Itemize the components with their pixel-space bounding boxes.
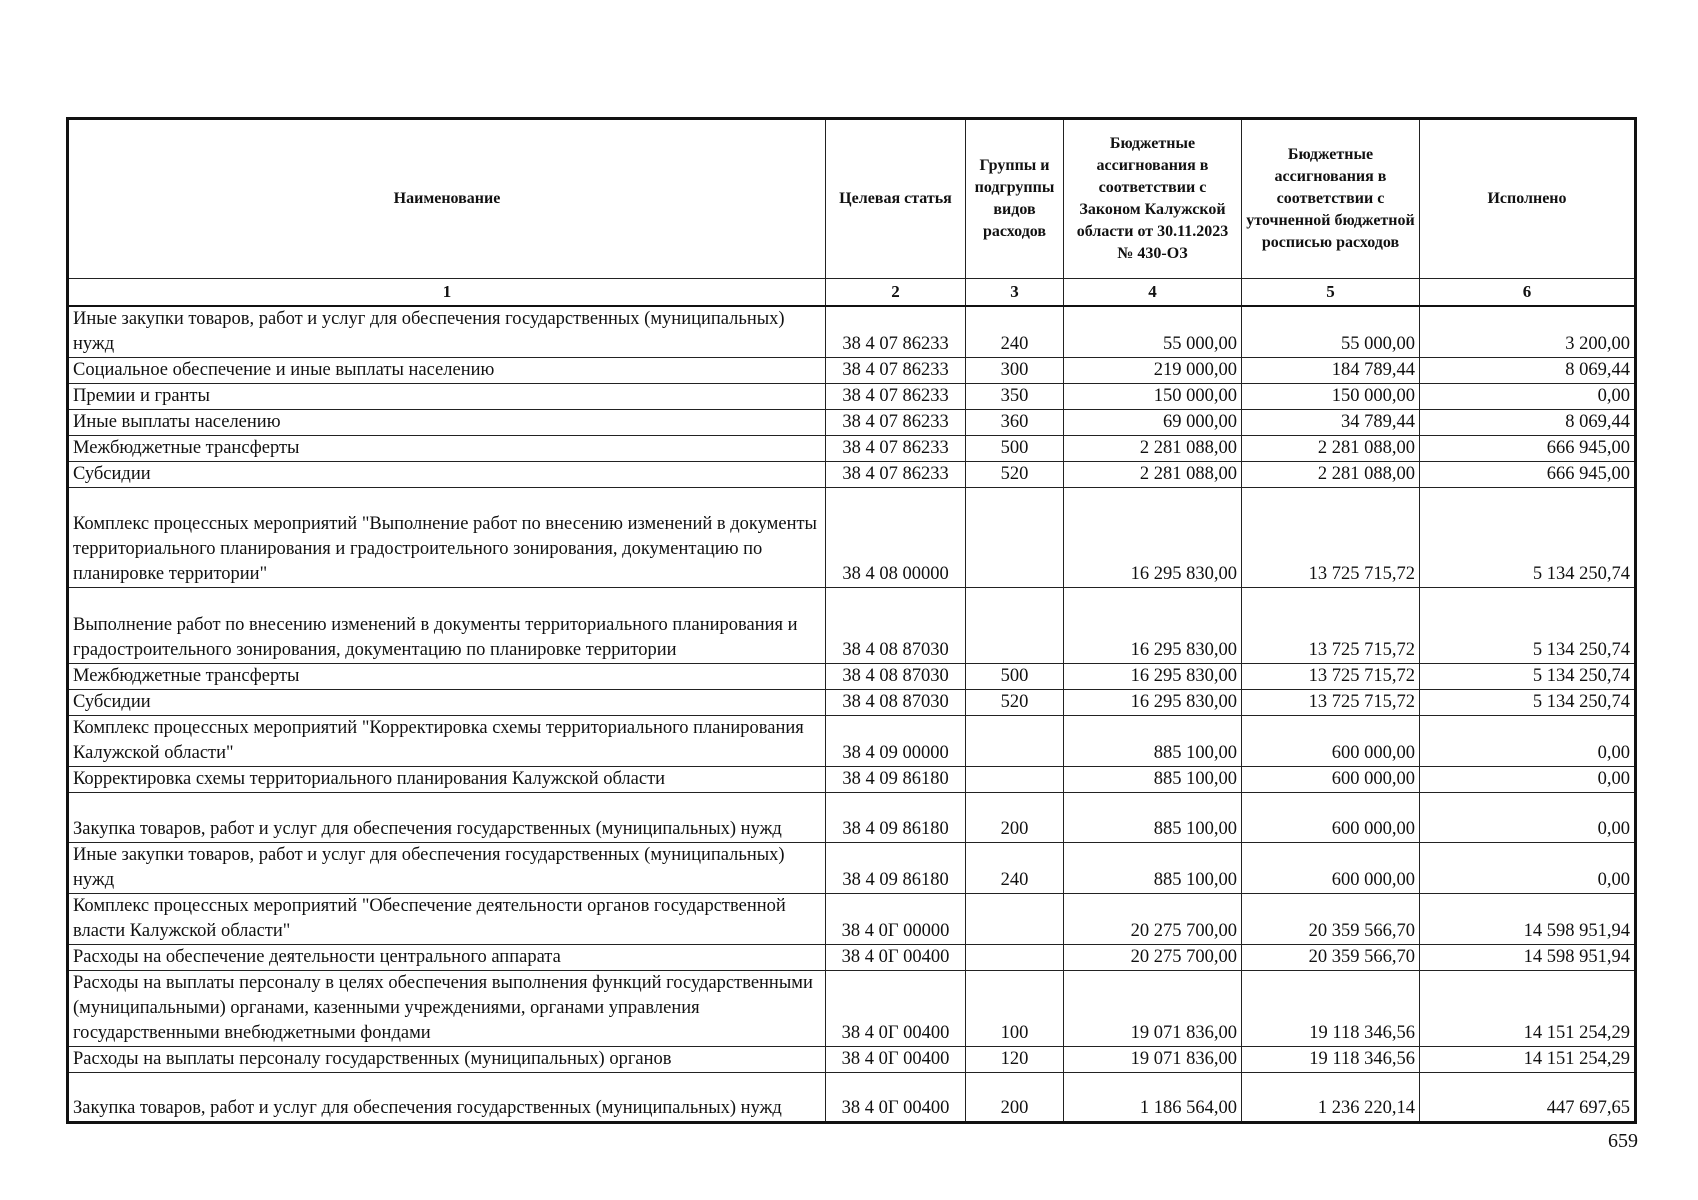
row-expense-group: 500	[966, 436, 1064, 462]
row-refined-amount: 150 000,00	[1242, 384, 1420, 410]
row-target-article: 38 4 0Г 00400	[826, 1047, 966, 1073]
row-refined-amount: 20 359 566,70	[1242, 894, 1420, 945]
budget-table	[66, 117, 1637, 1124]
row-executed-amount: 0,00	[1420, 384, 1636, 410]
row-expense-group: 100	[966, 971, 1064, 1047]
row-law-amount: 150 000,00	[1064, 384, 1242, 410]
row-executed-amount: 5 134 250,74	[1420, 690, 1636, 716]
row-expense-group: 240	[966, 306, 1064, 358]
row-name: Межбюджетные трансферты	[68, 664, 826, 690]
row-target-article: 38 4 08 87030	[826, 588, 966, 664]
row-target-article: 38 4 09 86180	[826, 843, 966, 894]
table-row	[68, 716, 1636, 767]
row-name: Субсидии	[68, 462, 826, 488]
row-target-article: 38 4 0Г 00400	[826, 1073, 966, 1123]
row-expense-group: 300	[966, 358, 1064, 384]
row-target-article: 38 4 07 86233	[826, 410, 966, 436]
row-expense-group: 120	[966, 1047, 1064, 1073]
row-law-amount: 219 000,00	[1064, 358, 1242, 384]
row-executed-amount: 447 697,65	[1420, 1073, 1636, 1123]
row-target-article: 38 4 07 86233	[826, 384, 966, 410]
column-number: 2	[826, 279, 966, 307]
row-refined-amount: 2 281 088,00	[1242, 462, 1420, 488]
row-executed-amount: 0,00	[1420, 716, 1636, 767]
table-row	[68, 588, 1636, 664]
row-executed-amount: 8 069,44	[1420, 410, 1636, 436]
row-name: Выполнение работ по внесению изменений в документы территориального планирования и градостроительного зонирования, документацию по планировке территории	[68, 588, 826, 664]
row-name: Корректировка схемы территориального планирования Калужской области	[68, 767, 826, 793]
row-refined-amount: 55 000,00	[1242, 306, 1420, 358]
column-number: 3	[966, 279, 1064, 307]
row-name: Комплекс процессных мероприятий "Выполнение работ по внесению изменений в документы территориального планирования и градостроительного зонирования, документацию по планировке территории"	[68, 488, 826, 588]
row-target-article: 38 4 08 00000	[826, 488, 966, 588]
row-expense-group	[966, 945, 1064, 971]
table-row	[68, 384, 1636, 410]
row-executed-amount: 0,00	[1420, 793, 1636, 843]
row-refined-amount: 13 725 715,72	[1242, 488, 1420, 588]
row-expense-group: 200	[966, 793, 1064, 843]
row-refined-amount: 600 000,00	[1242, 793, 1420, 843]
row-refined-amount: 600 000,00	[1242, 767, 1420, 793]
row-expense-group: 240	[966, 843, 1064, 894]
table-row	[68, 1073, 1636, 1123]
row-target-article: 38 4 07 86233	[826, 358, 966, 384]
row-target-article: 38 4 07 86233	[826, 306, 966, 358]
row-refined-amount: 600 000,00	[1242, 843, 1420, 894]
row-law-amount: 19 071 836,00	[1064, 971, 1242, 1047]
row-executed-amount: 0,00	[1420, 843, 1636, 894]
row-law-amount: 16 295 830,00	[1064, 488, 1242, 588]
row-law-amount: 885 100,00	[1064, 767, 1242, 793]
row-name: Комплекс процессных мероприятий "Обеспечение деятельности органов государственной власти Калужской области"	[68, 894, 826, 945]
table-row	[68, 945, 1636, 971]
row-refined-amount: 13 725 715,72	[1242, 664, 1420, 690]
row-target-article: 38 4 09 00000	[826, 716, 966, 767]
column-number: 6	[1420, 279, 1636, 307]
header-target-article: Целевая статья	[826, 119, 966, 279]
row-executed-amount: 0,00	[1420, 767, 1636, 793]
table-row	[68, 358, 1636, 384]
row-name: Иные выплаты населению	[68, 410, 826, 436]
row-expense-group	[966, 767, 1064, 793]
row-expense-group	[966, 488, 1064, 588]
row-name: Расходы на выплаты персоналу в целях обеспечения выполнения функций государственными (муниципальными) органами, казенными учреждениями, органами управления государственными внебюджетными фондами	[68, 971, 826, 1047]
row-refined-amount: 20 359 566,70	[1242, 945, 1420, 971]
row-refined-amount: 19 118 346,56	[1242, 971, 1420, 1047]
column-number: 1	[68, 279, 826, 307]
row-expense-group	[966, 894, 1064, 945]
table-row	[68, 488, 1636, 588]
row-executed-amount: 8 069,44	[1420, 358, 1636, 384]
header-name: Наименование	[68, 119, 826, 279]
header-refined-allocations: Бюджетные ассигнования в соответствии с уточненной бюджетной росписью расходов	[1242, 119, 1420, 279]
row-refined-amount: 34 789,44	[1242, 410, 1420, 436]
row-law-amount: 69 000,00	[1064, 410, 1242, 436]
row-refined-amount: 600 000,00	[1242, 716, 1420, 767]
row-name: Межбюджетные трансферты	[68, 436, 826, 462]
table-row	[68, 971, 1636, 1047]
row-expense-group: 520	[966, 690, 1064, 716]
table-row	[68, 306, 1636, 358]
row-executed-amount: 5 134 250,74	[1420, 588, 1636, 664]
row-executed-amount: 666 945,00	[1420, 436, 1636, 462]
row-refined-amount: 13 725 715,72	[1242, 588, 1420, 664]
row-executed-amount: 666 945,00	[1420, 462, 1636, 488]
row-executed-amount: 5 134 250,74	[1420, 488, 1636, 588]
table-row	[68, 894, 1636, 945]
row-target-article: 38 4 07 86233	[826, 462, 966, 488]
table-row	[68, 436, 1636, 462]
row-name: Комплекс процессных мероприятий "Корректировка схемы территориального планирования Калужской области"	[68, 716, 826, 767]
page-number: 659	[1608, 1130, 1638, 1152]
table-row	[68, 462, 1636, 488]
row-name: Расходы на выплаты персоналу государственных (муниципальных) органов	[68, 1047, 826, 1073]
row-law-amount: 885 100,00	[1064, 716, 1242, 767]
row-name: Социальное обеспечение и иные выплаты населению	[68, 358, 826, 384]
row-law-amount: 55 000,00	[1064, 306, 1242, 358]
row-target-article: 38 4 0Г 00400	[826, 945, 966, 971]
row-law-amount: 2 281 088,00	[1064, 462, 1242, 488]
row-executed-amount: 14 151 254,29	[1420, 971, 1636, 1047]
row-expense-group: 350	[966, 384, 1064, 410]
row-target-article: 38 4 07 86233	[826, 436, 966, 462]
row-expense-group	[966, 716, 1064, 767]
row-target-article: 38 4 08 87030	[826, 664, 966, 690]
row-refined-amount: 19 118 346,56	[1242, 1047, 1420, 1073]
row-executed-amount: 3 200,00	[1420, 306, 1636, 358]
row-law-amount: 885 100,00	[1064, 843, 1242, 894]
table-row	[68, 767, 1636, 793]
row-law-amount: 20 275 700,00	[1064, 945, 1242, 971]
row-executed-amount: 14 598 951,94	[1420, 894, 1636, 945]
table-row	[68, 1047, 1636, 1073]
row-expense-group: 360	[966, 410, 1064, 436]
row-executed-amount: 14 151 254,29	[1420, 1047, 1636, 1073]
row-name: Субсидии	[68, 690, 826, 716]
row-law-amount: 16 295 830,00	[1064, 664, 1242, 690]
row-law-amount: 19 071 836,00	[1064, 1047, 1242, 1073]
row-refined-amount: 2 281 088,00	[1242, 436, 1420, 462]
row-name: Иные закупки товаров, работ и услуг для обеспечения государственных (муниципальных) нужд	[68, 306, 826, 358]
row-executed-amount: 14 598 951,94	[1420, 945, 1636, 971]
row-target-article: 38 4 08 87030	[826, 690, 966, 716]
row-expense-group	[966, 588, 1064, 664]
row-target-article: 38 4 0Г 00400	[826, 971, 966, 1047]
row-law-amount: 16 295 830,00	[1064, 588, 1242, 664]
table-row	[68, 410, 1636, 436]
row-refined-amount: 184 789,44	[1242, 358, 1420, 384]
table-row	[68, 843, 1636, 894]
row-law-amount: 16 295 830,00	[1064, 690, 1242, 716]
row-expense-group: 520	[966, 462, 1064, 488]
row-refined-amount: 1 236 220,14	[1242, 1073, 1420, 1123]
header-executed: Исполнено	[1420, 119, 1636, 279]
row-target-article: 38 4 09 86180	[826, 793, 966, 843]
table-row	[68, 664, 1636, 690]
row-target-article: 38 4 0Г 00000	[826, 894, 966, 945]
header-expense-groups: Группы и подгруппы видов расходов	[966, 119, 1064, 279]
row-executed-amount: 5 134 250,74	[1420, 664, 1636, 690]
row-law-amount: 885 100,00	[1064, 793, 1242, 843]
row-target-article: 38 4 09 86180	[826, 767, 966, 793]
row-law-amount: 20 275 700,00	[1064, 894, 1242, 945]
row-name: Закупка товаров, работ и услуг для обеспечения государственных (муниципальных) нужд	[68, 793, 826, 843]
row-refined-amount: 13 725 715,72	[1242, 690, 1420, 716]
table-row	[68, 793, 1636, 843]
table-row	[68, 690, 1636, 716]
row-expense-group: 200	[966, 1073, 1064, 1123]
column-number: 5	[1242, 279, 1420, 307]
row-name: Закупка товаров, работ и услуг для обеспечения государственных (муниципальных) нужд	[68, 1073, 826, 1123]
row-name: Расходы на обеспечение деятельности центрального аппарата	[68, 945, 826, 971]
column-number: 4	[1064, 279, 1242, 307]
row-expense-group: 500	[966, 664, 1064, 690]
row-law-amount: 2 281 088,00	[1064, 436, 1242, 462]
row-law-amount: 1 186 564,00	[1064, 1073, 1242, 1123]
header-law-allocations: Бюджетные ассигнования в соответствии с Законом Калужской области от 30.11.2023 № 430-ОЗ	[1064, 119, 1242, 279]
row-name: Премии и гранты	[68, 384, 826, 410]
row-name: Иные закупки товаров, работ и услуг для обеспечения государственных (муниципальных) нужд	[68, 843, 826, 894]
